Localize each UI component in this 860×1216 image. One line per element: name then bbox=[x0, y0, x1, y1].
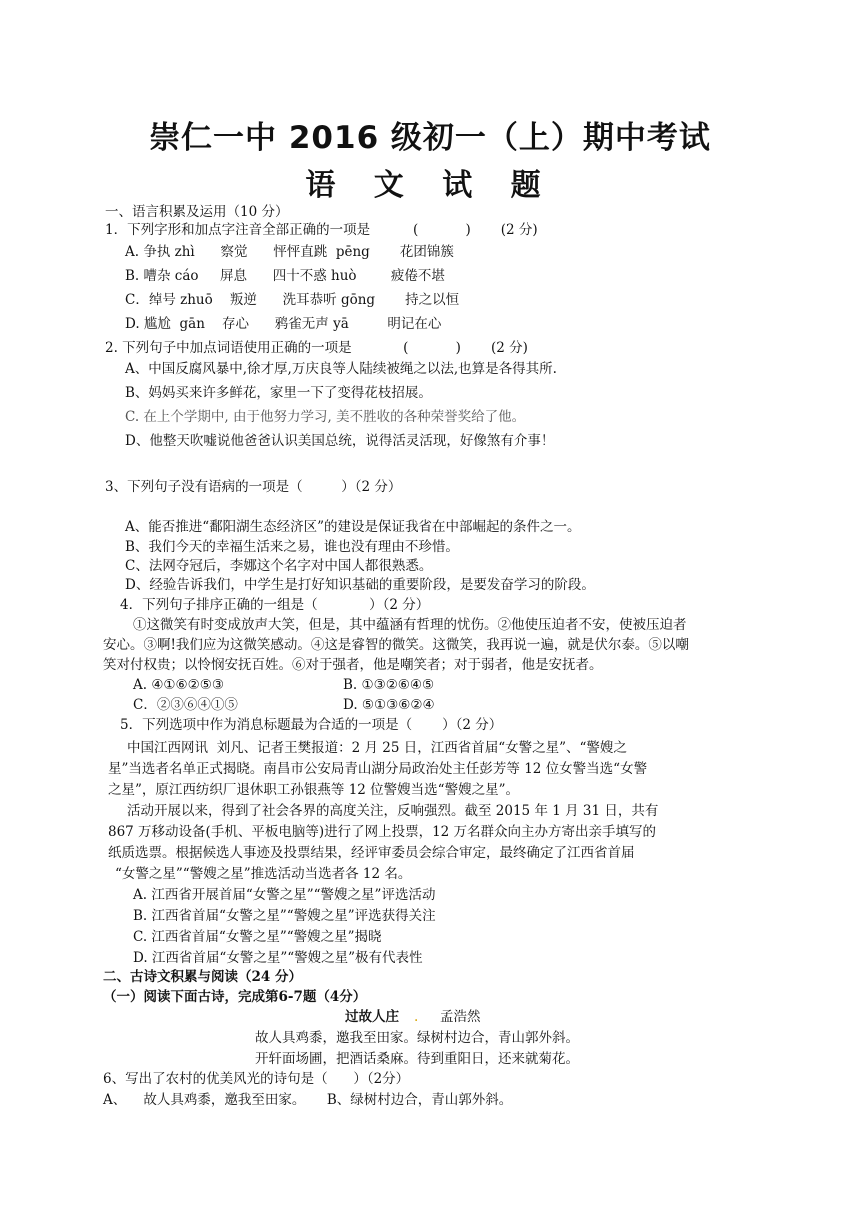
subsection-heading: （一）阅读下面古诗，完成第6-7题（4分） bbox=[103, 989, 367, 1005]
option-c: C．②③⑥④①⑤ bbox=[133, 697, 238, 713]
poem-line: 开轩面场圃，把酒话桑麻。待到重阳日，还来就菊花。 bbox=[255, 1051, 579, 1067]
poem-author: 孟浩然 bbox=[440, 1009, 481, 1025]
passage-line: ①这微笑有时变成放声大笑，但是，其中蕴涵有哲理的忧伤。②他使压迫者不安，使被压迫者 bbox=[133, 617, 687, 633]
option-d: D、他整天吹嘘说他爸爸认识美国总统，说得活灵活现，好像煞有介事！ bbox=[125, 433, 555, 449]
option-a: A. 争执 zhì 察觉 怦怦直跳 pēng 花团锦簇 bbox=[125, 244, 454, 260]
question-stem: 6、写出了农村的优美风光的诗句是（ ）（2分） bbox=[103, 1071, 410, 1087]
option-c: C、法网夺冠后，李娜这个名字对中国人都很熟悉。 bbox=[125, 558, 433, 574]
poem-title: 过故人庄 bbox=[345, 1009, 399, 1025]
option-b: B. ①③②⑥④⑤ bbox=[343, 677, 435, 693]
passage-line: 之星”，原江西纺织厂退休职工孙银燕等 12 位警嫂当选“警嫂之星”。 bbox=[108, 782, 519, 798]
option-a: A. 江西省开展首届“女警之星”“警嫂之星”评选活动 bbox=[133, 887, 436, 903]
option-a: A、中国反腐风暴中,徐才厚,万庆良等人陆续被绳之以法,也算是各得其所. bbox=[125, 361, 557, 377]
option-b: B. 江西省首届“女警之星”“警嫂之星”评选获得关注 bbox=[133, 908, 436, 924]
exam-subtitle: 语 文 试 题 bbox=[305, 168, 555, 203]
question-stem: 2. 下列句子中加点词语使用正确的一项是 ( ) (2 分) bbox=[105, 340, 528, 356]
passage-line: 星”当选者名单正式揭晓。南昌市公安局青山湖分局政治处主任彭芳等 12 位女警当选“女警 bbox=[108, 761, 648, 777]
passage-line: “女警之星”“警嫂之星”推选活动当选者各 12 名。 bbox=[115, 866, 412, 882]
passage-line: 活动开展以来，得到了社会各界的高度关注，反响强烈。截至 2015 年 1 月 31 日，共有 bbox=[127, 803, 659, 819]
option-b: B. 嘈杂 cáo 屏息 四十不惑 huò 疲倦不堪 bbox=[125, 268, 445, 284]
passage-line: 867 万移动设备(手机、平板电脑等)进行了网上投票，12 万名群众向主办方寄出亲手填写的 bbox=[108, 824, 657, 840]
option-d: D. 江西省首届“女警之星”“警嫂之星”极有代表性 bbox=[133, 950, 423, 966]
option-a: A. ④①⑥②⑤③ bbox=[133, 677, 224, 693]
question-stem: 3、下列句子没有语病的一项是（ ）（2 分） bbox=[105, 479, 402, 495]
question-stem: 4．下列句子排序正确的一组是（ ）（2 分） bbox=[120, 597, 430, 613]
passage-line: 纸质选票。根据候选人事迹及投票结果，经评审委员会综合审定，最终确定了江西省首届 bbox=[108, 845, 635, 861]
option-c: C．绰号 zhuō 叛逆 洗耳恭听 gōng 持之以恒 bbox=[125, 292, 460, 308]
option-row: A、 故人具鸡黍，邀我至田家。 B、绿树村边合，青山郭外斜。 bbox=[103, 1092, 513, 1108]
option-d: D、经验告诉我们，中学生是打好知识基础的重要阶段，是要发奋学习的阶段。 bbox=[125, 577, 595, 593]
question-stem: 1．下列字形和加点字注音全部正确的一项是 ( ) (2 分) bbox=[105, 222, 538, 238]
option-d: D. ⑤①③⑥②④ bbox=[343, 697, 435, 713]
option-d: D. 尴尬 gān 存心 鸦雀无声 yā 明记在心 bbox=[125, 316, 442, 332]
option-b: B、妈妈买来许多鲜花，家里一下了变得花枝招展。 bbox=[125, 385, 432, 401]
option-c: C. 江西省首届“女警之星”“警嫂之星”揭晓 bbox=[133, 929, 382, 945]
section-heading: 二、古诗文积累与阅读（24 分） bbox=[103, 969, 302, 985]
passage-line: 笑对付权贵；以怜悯安抚百姓。⑥对于强者，他是嘲笑者；对于弱者，他是安抚者。 bbox=[103, 657, 603, 673]
poem-line: 故人具鸡黍，邀我至田家。绿树村边合，青山郭外斜。 bbox=[255, 1030, 579, 1046]
exam-title: 崇仁一中 2016 级初一（上）期中考试 bbox=[149, 120, 711, 156]
passage-line: 中国江西网讯 刘凡、记者王樊报道：2 月 25 日，江西省首届“女警之星”、“警嫂之 bbox=[127, 740, 627, 756]
option-a: A、能否推进“鄱阳湖生态经济区”的建设是保证我省在中部崛起的条件之一。 bbox=[125, 519, 581, 535]
passage-line: 安心。③啊!我们应为这微笑感动。④这是睿智的微笑。这微笑，我再说一遍，就是伏尔泰。⑤以嘲 bbox=[103, 637, 689, 653]
section-heading: 一、语言积累及运用（10 分） bbox=[105, 204, 289, 220]
option-c: C. 在上个学期中, 由于他努力学习, 美不胜收的各种荣誉奖给了他。 bbox=[125, 409, 526, 425]
question-stem: 5．下列选项中作为消息标题最为合适的一项是（ ）（2 分） bbox=[120, 717, 503, 733]
decorative-dot: . bbox=[414, 1009, 419, 1025]
option-b: B、我们今天的幸福生活来之易，谁也没有理由不珍惜。 bbox=[125, 539, 459, 555]
